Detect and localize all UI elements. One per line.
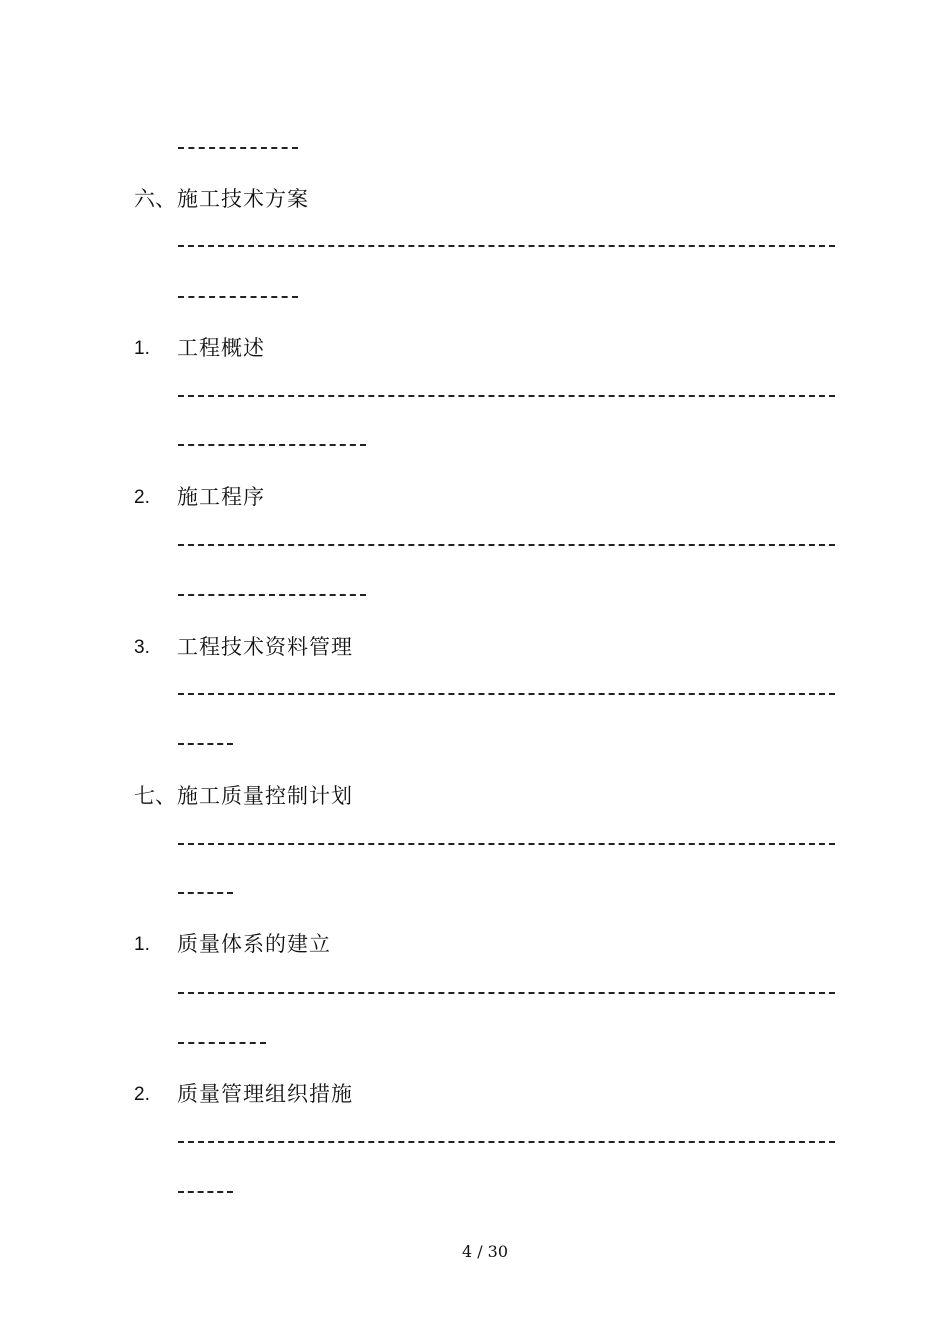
toc-entry-marker: 2. — [134, 1084, 150, 1105]
toc-entry-marker: 2. — [134, 487, 150, 508]
dot-leader — [178, 843, 835, 845]
toc-entry-title: 工程概述 — [177, 336, 265, 360]
toc-entry-title: 质量体系的建立 — [177, 932, 331, 956]
page-number: 4 / 30 — [461, 1242, 509, 1261]
dot-leader — [178, 147, 298, 149]
dot-leader — [178, 444, 366, 446]
dot-leader — [178, 395, 835, 397]
dot-leader — [178, 1191, 233, 1193]
dot-leader — [178, 743, 233, 745]
toc-entry-marker: 七、 — [134, 784, 176, 808]
dot-leader — [178, 992, 835, 994]
dot-leader — [178, 544, 835, 546]
dot-leader — [178, 892, 233, 894]
dot-leader — [178, 1042, 266, 1044]
toc-entry-marker: 3. — [134, 637, 150, 658]
dot-leader — [178, 693, 835, 695]
toc-entry-title: 施工质量控制计划 — [177, 784, 353, 808]
dot-leader — [178, 1141, 835, 1143]
toc-entry-title: 质量管理组织措施 — [177, 1082, 353, 1106]
dot-leader — [178, 296, 298, 298]
toc-entry-marker: 六、 — [134, 187, 176, 211]
toc-entry-title: 工程技术资料管理 — [177, 635, 353, 659]
toc-entry-marker: 1. — [134, 934, 150, 955]
toc-entry-marker: 1. — [134, 338, 150, 359]
toc-entry-title: 施工程序 — [177, 485, 265, 509]
dot-leader — [178, 245, 835, 247]
toc-entry-title: 施工技术方案 — [177, 187, 309, 211]
dot-leader — [178, 594, 366, 596]
